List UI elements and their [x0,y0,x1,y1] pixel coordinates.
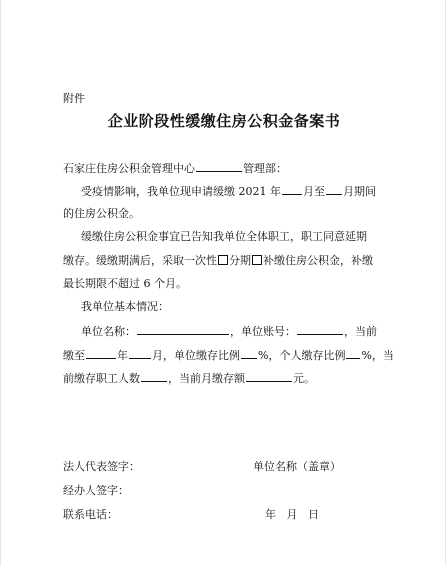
paid-month-blank[interactable] [129,347,151,359]
year-label: 年 [117,349,128,362]
yuan-label: 元。 [293,372,315,385]
monthly-amount-blank[interactable] [246,370,292,382]
end-month-blank[interactable] [326,183,342,195]
current-label: ，当前 [344,325,377,338]
personal-ratio-blank[interactable] [346,347,360,359]
installment-checkbox[interactable] [252,255,262,265]
para1-text-c: 月期间 [343,185,376,198]
para1-line1 [81,183,376,199]
unit-name-label: 单位名称： [81,325,136,338]
unit-seal-label: 单位名称（盖章） [253,460,341,473]
addressee-suffix: 管理部： [243,162,287,175]
para2-text-c: 补缴住房公积金，补缴 [263,254,373,267]
info-line2 [63,347,394,363]
document-title: 企业阶段性缓缴住房公积金备案书 [107,112,341,130]
unit-account-blank[interactable] [297,323,343,335]
para1-text-a: 受疫情影响，我单位现申请缓缴 2021 年 [81,185,281,198]
percent-end: %，当 [361,349,394,362]
paid-to-label: 缴至 [63,349,85,362]
para2-text-b: 分期 [229,254,251,267]
para2-line1: 缓缴住房公积金事宜已告知我单位全体职工，职工同意延期 [81,230,367,243]
staff-count-blank[interactable] [141,370,167,382]
basic-info-heading: 我单位基本情况： [81,300,169,313]
para2-line3: 最长期限不超过 6 个月。 [63,277,187,290]
attachment-label: 附件 [63,92,85,105]
personal-ratio-label: %，个人缴存比例 [258,349,346,362]
info-line1 [81,323,377,339]
unit-ratio-label: 月，单位缴存比例 [152,349,240,362]
para2-line2 [63,254,373,268]
staff-count-label: 前缴存职工人数 [63,372,140,385]
para2-text-a: 缴存。缓缴期满后，采取一次性 [63,254,217,267]
unit-name-blank[interactable] [137,323,229,335]
department-blank[interactable] [196,160,242,172]
phone-label: 联系电话： [63,508,118,521]
unit-account-label: ，单位账号： [230,325,296,338]
lump-sum-checkbox[interactable] [218,255,228,265]
addressee-line [63,160,287,176]
monthly-amount-label: ，当前月缴存额 [168,372,245,385]
info-line3 [63,370,315,386]
para1-line2: 的住房公积金。 [63,207,140,220]
unit-ratio-blank[interactable] [241,347,257,359]
handler-signature-label: 经办人签字： [63,484,129,497]
legal-rep-signature-label: 法人代表签字： [63,460,140,473]
paid-year-blank[interactable] [86,347,116,359]
para1-text-b: 月至 [303,185,325,198]
addressee-prefix: 石家庄住房公积金管理中心 [63,162,195,175]
start-month-blank[interactable] [282,183,302,195]
date-label: 年 月 日 [265,508,319,521]
